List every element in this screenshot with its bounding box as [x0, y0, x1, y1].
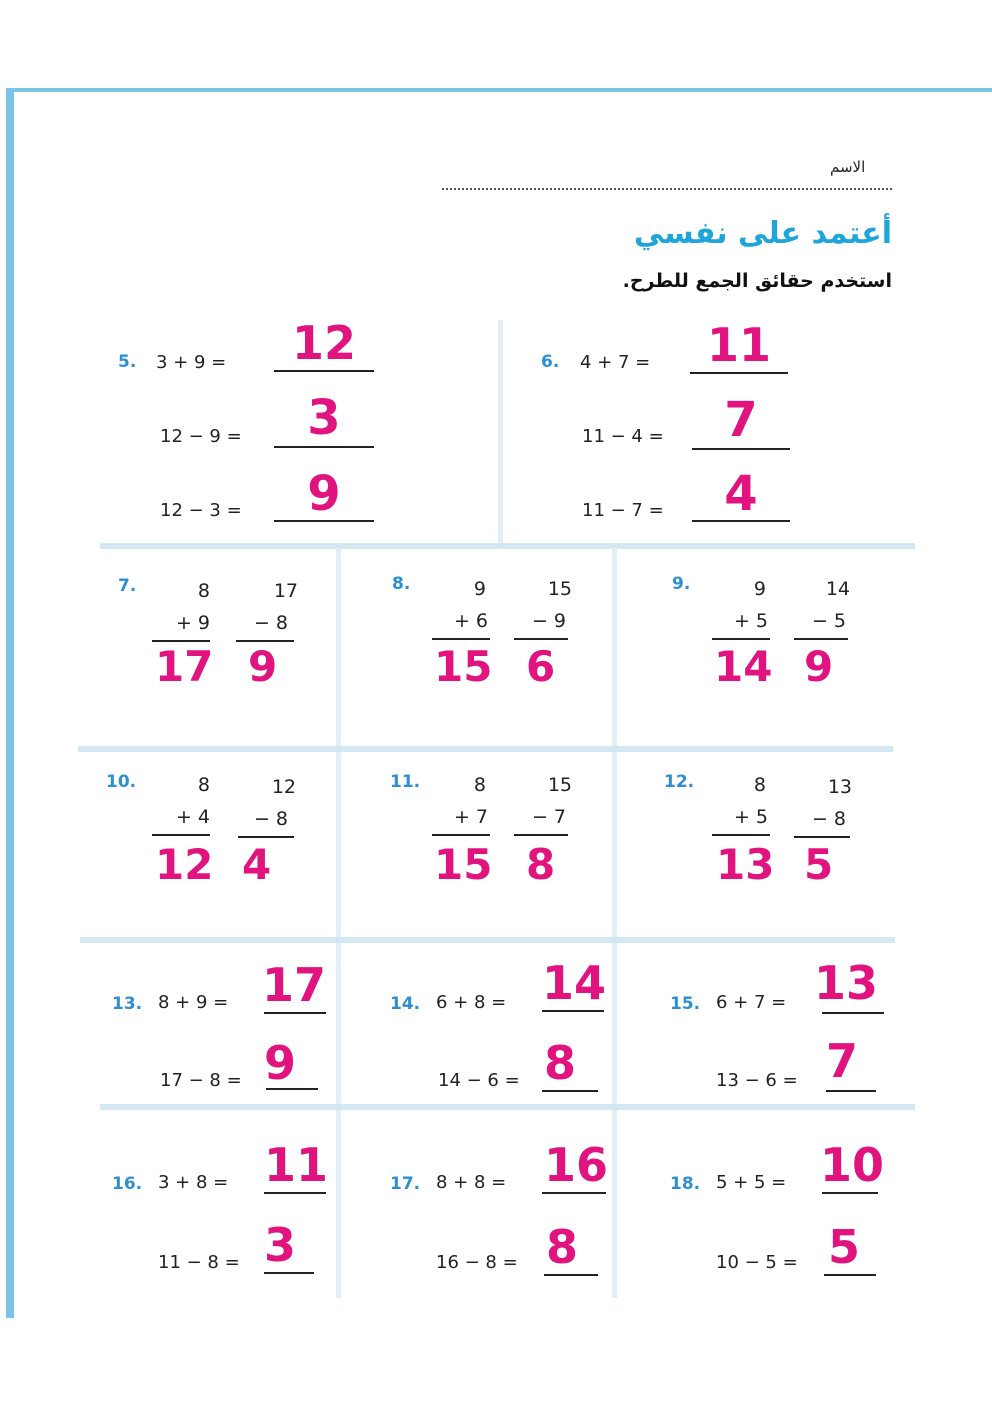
answer: 5 — [804, 840, 834, 889]
answer: 4 — [724, 466, 758, 522]
addend-top: 8 — [473, 774, 486, 796]
difference-line — [794, 836, 850, 838]
difference-line — [514, 638, 568, 640]
answer: 8 — [526, 840, 556, 889]
divider-horizontal — [78, 746, 893, 752]
answer-blank[interactable] — [826, 1090, 876, 1092]
addend-top: 8 — [753, 774, 766, 796]
divider-horizontal — [100, 1104, 915, 1110]
minuend: 15 — [547, 578, 572, 600]
answer: 4 — [242, 840, 272, 889]
difference-line — [794, 638, 848, 640]
problem-number: 18. — [670, 1174, 701, 1194]
equation: 6 + 7 = — [716, 992, 787, 1013]
answer-blank[interactable] — [822, 1192, 878, 1194]
divider-horizontal — [100, 543, 915, 549]
equation: 3 + 8 = — [158, 1172, 229, 1193]
answer: 9 — [264, 1036, 297, 1090]
minuend: 14 — [825, 578, 850, 600]
answer: 13 — [716, 840, 775, 889]
subtrahend: − 8 — [253, 808, 288, 830]
subtrahend: − 9 — [531, 610, 566, 632]
answer: 9 — [248, 642, 278, 691]
subtrahend: − 7 — [531, 806, 566, 828]
answer: 14 — [714, 642, 773, 691]
answer: 14 — [542, 956, 607, 1010]
equation: 10 − 5 = — [716, 1252, 798, 1273]
sum-line — [152, 834, 210, 836]
answer-blank[interactable] — [264, 1192, 326, 1194]
answer-blank[interactable] — [824, 1274, 876, 1276]
addend-top: 9 — [473, 578, 486, 600]
addend-top: 8 — [197, 774, 210, 796]
minuend: 13 — [827, 776, 852, 798]
problem-number: 15. — [670, 994, 701, 1014]
addend-top: 9 — [753, 578, 766, 600]
problem-number: 6. — [541, 352, 560, 372]
addend-bottom: + 4 — [175, 806, 210, 828]
answer-blank[interactable] — [264, 1012, 326, 1014]
equation: 17 − 8 = — [160, 1070, 242, 1091]
equation: 8 + 8 = — [436, 1172, 507, 1193]
subtrahend: − 5 — [811, 610, 846, 632]
answer: 11 — [264, 1138, 329, 1192]
answer-blank[interactable] — [542, 1010, 604, 1012]
equation: 11 − 8 = — [158, 1252, 240, 1273]
problem-number: 16. — [112, 1174, 143, 1194]
difference-line — [514, 834, 568, 836]
addend-bottom: + 9 — [175, 612, 210, 634]
minuend: 17 — [273, 580, 298, 602]
answer: 8 — [546, 1220, 579, 1274]
sum-line — [432, 638, 490, 640]
problem-number: 9. — [672, 574, 691, 594]
problem-number: 17. — [390, 1174, 421, 1194]
divider-horizontal — [80, 937, 895, 943]
problem-number: 11. — [390, 772, 421, 792]
minuend: 15 — [547, 774, 572, 796]
addend-top: 8 — [197, 580, 210, 602]
addend-bottom: + 5 — [733, 610, 768, 632]
answer-blank[interactable] — [690, 372, 788, 374]
sum-line — [432, 834, 490, 836]
divider-vertical — [612, 548, 617, 1298]
answer-blank[interactable] — [544, 1274, 598, 1276]
subtrahend: − 8 — [253, 612, 288, 634]
problem-number: 12. — [664, 772, 695, 792]
problem-number: 7. — [118, 576, 137, 596]
answer: 9 — [307, 466, 341, 522]
equation: 11 − 7 = — [582, 500, 664, 521]
divider-vertical — [498, 320, 503, 545]
answer-blank[interactable] — [542, 1192, 606, 1194]
addend-bottom: + 5 — [733, 806, 768, 828]
sum-line — [712, 834, 770, 836]
instructions: استخدم حقائق الجمع للطرح. — [622, 270, 892, 292]
equation: 16 − 8 = — [436, 1252, 518, 1273]
answer: 3 — [307, 390, 341, 446]
answer-blank[interactable] — [264, 1272, 314, 1274]
equation: 3 + 9 = — [156, 352, 227, 373]
answer: 9 — [804, 642, 834, 691]
name-input-line[interactable] — [442, 188, 892, 190]
answer: 13 — [814, 956, 879, 1010]
addend-bottom: + 6 — [453, 610, 488, 632]
equation: 6 + 8 = — [436, 992, 507, 1013]
equation: 14 − 6 = — [438, 1070, 520, 1091]
difference-line — [238, 836, 294, 838]
equation: 12 − 9 = — [160, 426, 242, 447]
problem-number: 10. — [106, 772, 137, 792]
problem-number: 13. — [112, 994, 143, 1014]
answer: 10 — [820, 1138, 885, 1192]
answer-blank[interactable] — [822, 1012, 884, 1014]
answer: 7 — [826, 1034, 859, 1088]
answer: 15 — [434, 840, 493, 889]
sum-line — [712, 638, 770, 640]
addend-bottom: + 7 — [453, 806, 488, 828]
divider-vertical — [336, 548, 341, 1298]
problem-number: 8. — [392, 574, 411, 594]
problem-number: 5. — [118, 352, 137, 372]
subtrahend: − 8 — [811, 808, 846, 830]
answer: 16 — [544, 1138, 609, 1192]
answer: 3 — [264, 1218, 297, 1272]
equation: 4 + 7 = — [580, 352, 651, 373]
equation: 8 + 9 = — [158, 992, 229, 1013]
answer: 5 — [828, 1220, 861, 1274]
equation: 12 − 3 = — [160, 500, 242, 521]
answer-blank[interactable] — [542, 1090, 598, 1092]
answer: 12 — [291, 316, 356, 370]
answer: 6 — [526, 642, 556, 691]
problem-number: 14. — [390, 994, 421, 1014]
answer: 12 — [155, 840, 214, 889]
answer: 15 — [434, 642, 493, 691]
name-label: الاسم — [830, 158, 866, 176]
equation: 13 − 6 = — [716, 1070, 798, 1091]
answer: 11 — [706, 318, 771, 372]
answer: 17 — [262, 958, 327, 1012]
equation: 5 + 5 = — [716, 1172, 787, 1193]
answer-blank[interactable] — [692, 448, 790, 450]
minuend: 12 — [271, 776, 296, 798]
equation: 11 − 4 = — [582, 426, 664, 447]
answer-blank[interactable] — [274, 370, 374, 372]
answer: 8 — [544, 1036, 577, 1090]
page-title: أعتمد على نفسي — [633, 216, 892, 251]
answer: 7 — [724, 392, 758, 448]
answer: 17 — [155, 642, 214, 691]
answer-blank[interactable] — [274, 446, 374, 448]
